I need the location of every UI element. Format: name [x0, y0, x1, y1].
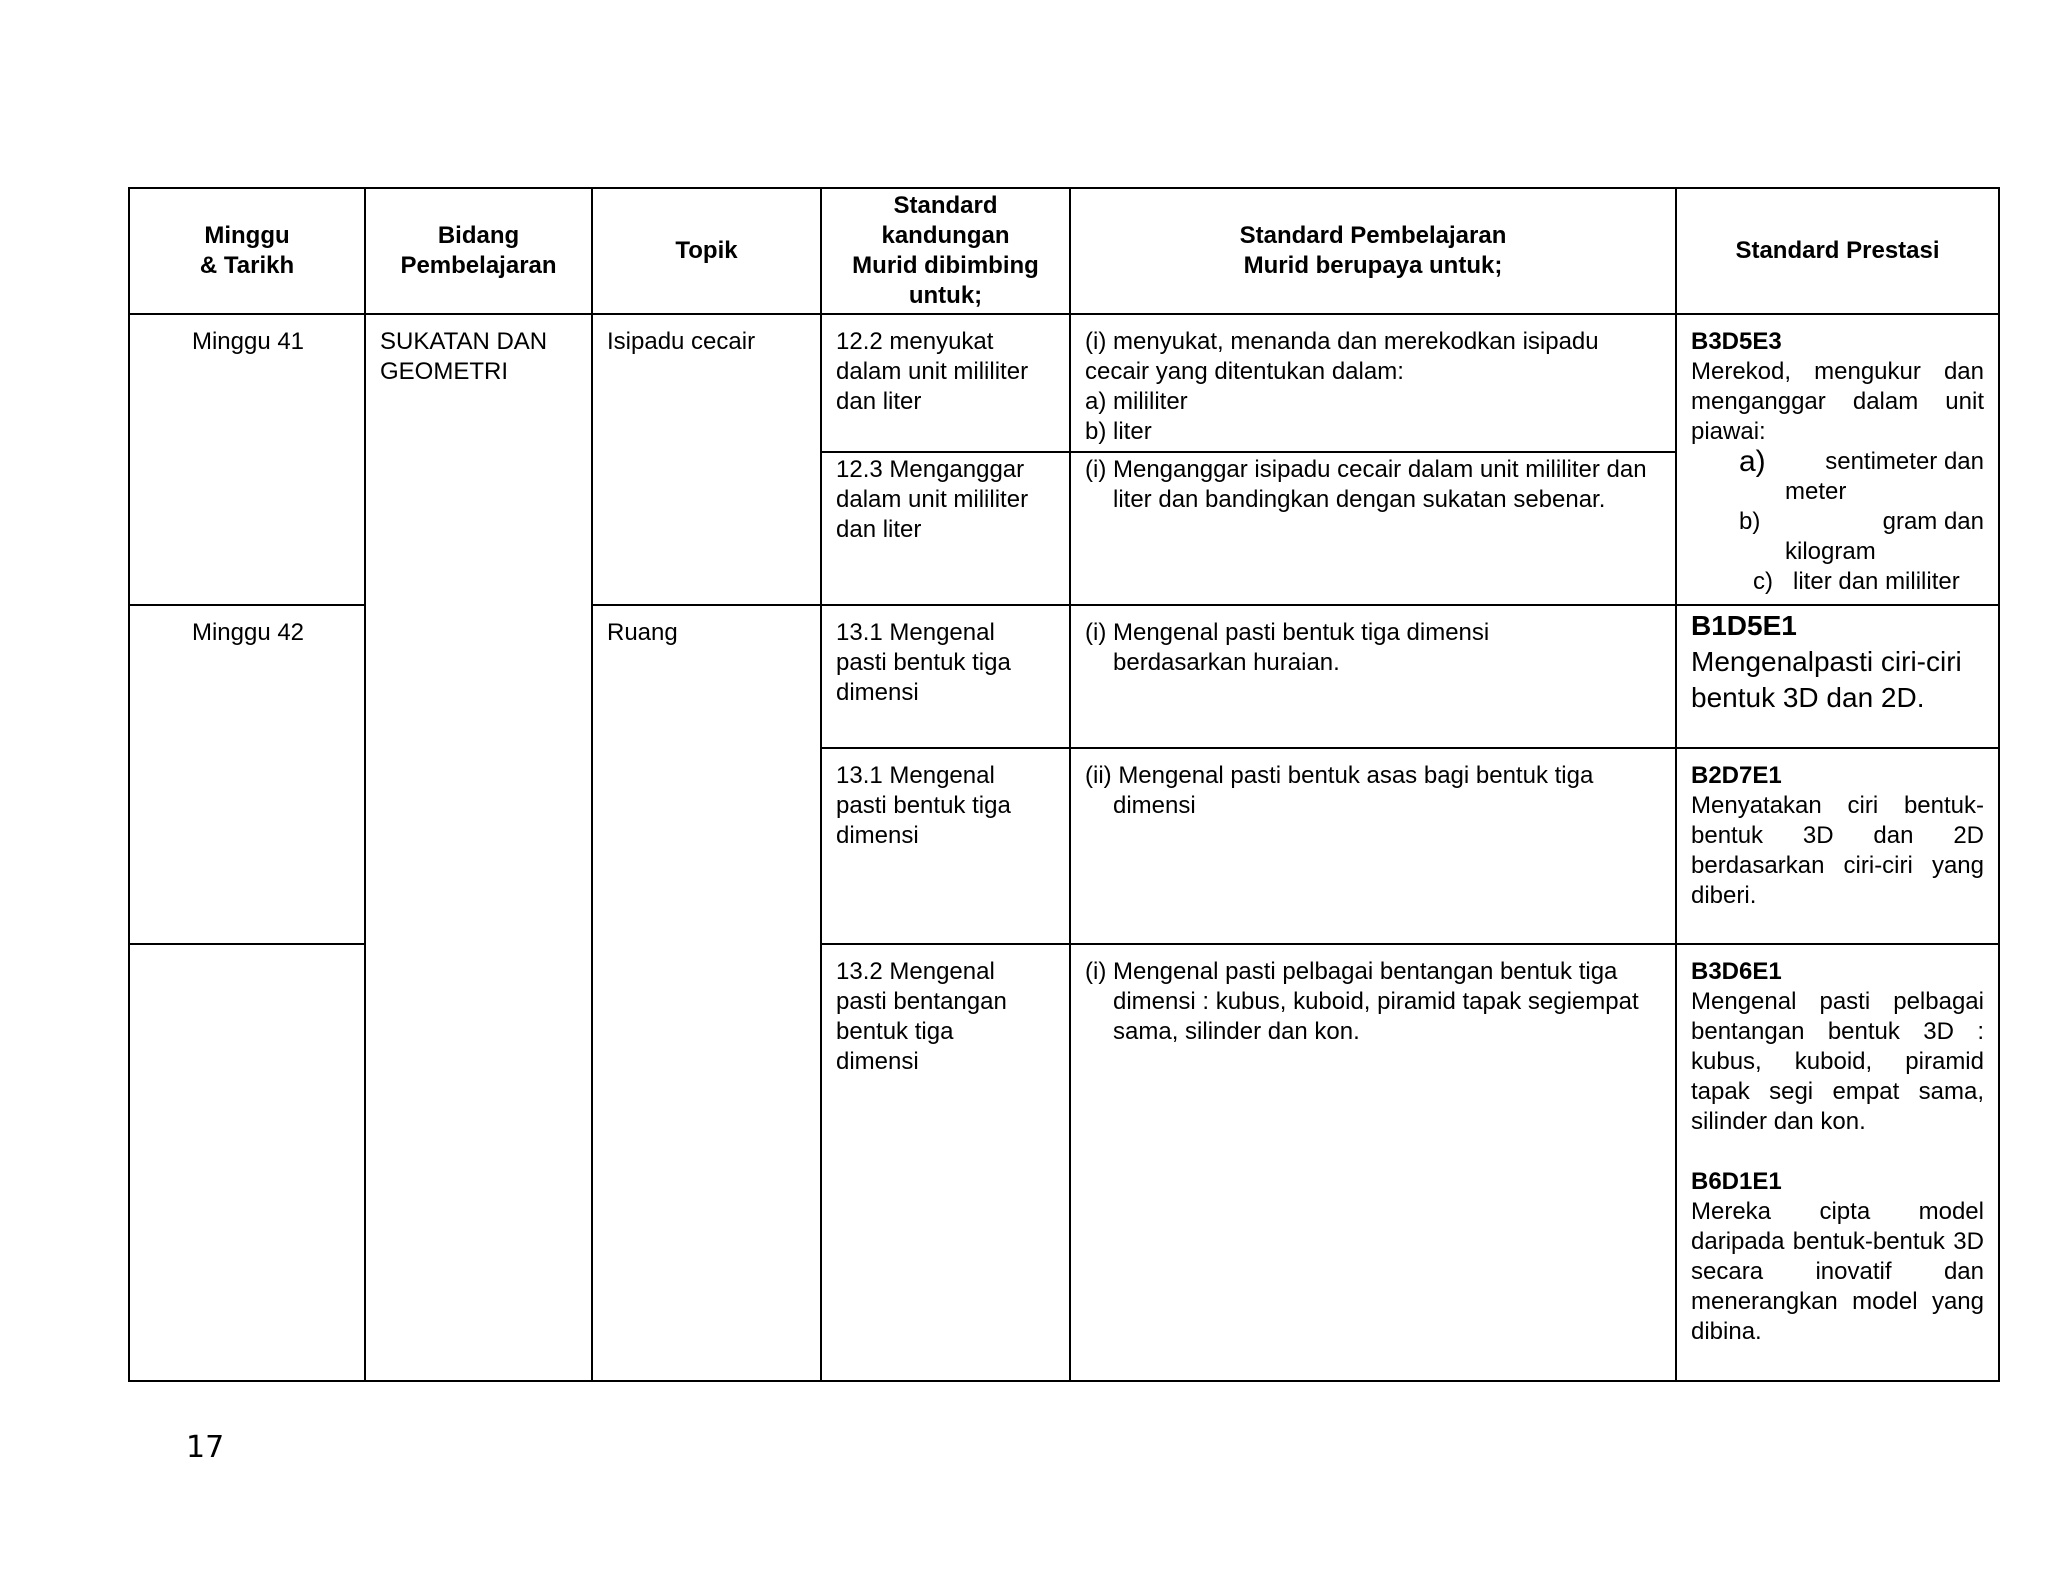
- content-standard-cell: 13.2 Mengenal pasti bentangan bentuk tiga dimensi: [821, 944, 1070, 1381]
- learning-text: (i) Menganggar isipadu cecair dalam unit mililiter dan liter dan bandingkan dengan sukatan sebenar.: [1085, 456, 1647, 513]
- header-learning-standard: Standard Pembelajaran Murid berupaya untuk;: [1070, 188, 1676, 314]
- header-week: Minggu & Tarikh: [129, 188, 365, 314]
- performance-code: B1D5E1: [1691, 610, 1797, 641]
- header-content-standard: Standard kandungan Murid dibimbing untuk;: [821, 188, 1070, 314]
- header-row: [129, 188, 1999, 314]
- content-standard-cell: 12.3 Menganggar dalam unit mililiter dan liter: [821, 452, 1070, 605]
- week-empty-cell: [129, 944, 365, 1381]
- list-item: [1691, 507, 1984, 537]
- content-standard-cell: 13.1 Mengenal pasti bentuk tiga dimensi: [821, 605, 1070, 748]
- performance-standard-cell: [1676, 748, 1999, 944]
- list-text: gram dan: [1882, 508, 1984, 535]
- topic-liquid-volume-cell: Isipadu cecair: [592, 314, 821, 605]
- performance-text: Mengenal pasti pelbagai bentangan bentuk 3D : kubus, kuboid, piramid tapak segi empat sama, silinder dan kon.: [1691, 988, 1984, 1135]
- header-performance-standard: Standard Prestasi: [1676, 188, 1999, 314]
- list-label: c): [1753, 568, 1773, 595]
- list-text: liter dan mililiter: [1793, 568, 1960, 595]
- learning-text: (ii) Mengenal pasti bentuk asas bagi bentuk tiga dimensi: [1085, 762, 1594, 819]
- performance-code: B3D6E1: [1691, 958, 1782, 985]
- list-text-cont: meter: [1785, 478, 1847, 505]
- learning-text: (i) Mengenal pasti pelbagai bentangan bentuk tiga dimensi : kubus, kuboid, piramid tapak segiempat sama, silinder dan kon.: [1085, 958, 1639, 1045]
- table-row: [129, 314, 1999, 452]
- learning-text: (i) Mengenal pasti bentuk tiga dimensi berdasarkan huraian.: [1085, 619, 1490, 676]
- list-text-cont: kilogram: [1785, 538, 1876, 565]
- week-42-cell: Minggu 42: [129, 605, 365, 944]
- topic-space-cell: Ruang: [592, 605, 821, 1381]
- performance-code: B3D5E3: [1691, 328, 1782, 355]
- learning-standard-cell: (i) menyukat, menanda dan merekodkan isipadu cecair yang ditentukan dalam: a) mililiter b) liter: [1070, 314, 1676, 452]
- performance-text: Mengenalpasti ciri-ciri bentuk 3D dan 2D.: [1691, 646, 1962, 713]
- performance-text: Menyatakan ciri bentuk-bentuk 3D dan 2D berdasarkan ciri-ciri yang diberi.: [1691, 792, 1984, 909]
- list-label: a): [1739, 445, 1766, 478]
- lesson-plan-table: [128, 187, 2000, 1382]
- content-standard-cell: 13.1 Mengenal pasti bentuk tiga dimensi: [821, 748, 1070, 944]
- learning-area-cell: SUKATAN DAN GEOMETRI: [365, 314, 592, 1381]
- list-item: [1691, 447, 1984, 477]
- performance-standard-cell: [1676, 944, 1999, 1381]
- learning-standard-cell: [1070, 748, 1676, 944]
- list-item: [1691, 567, 1984, 597]
- page-number: 17: [186, 1430, 225, 1465]
- header-learning-area: Bidang Pembelajaran: [365, 188, 592, 314]
- performance-standard-cell: [1676, 605, 1999, 748]
- performance-code: B2D7E1: [1691, 762, 1782, 789]
- learning-standard-cell: [1070, 944, 1676, 1381]
- performance-code: B6D1E1: [1691, 1168, 1782, 1195]
- list-label: b): [1739, 508, 1761, 535]
- list-text: sentimeter dan: [1825, 448, 1984, 475]
- learning-standard-cell: [1070, 452, 1676, 605]
- learning-standard-cell: [1070, 605, 1676, 748]
- spacer: [1691, 1137, 1984, 1167]
- performance-text: Mereka cipta model daripada bentuk-bentuk 3D secara inovatif dan menerangkan model yang dibina.: [1691, 1198, 1984, 1345]
- week-41-cell: Minggu 41: [129, 314, 365, 605]
- header-topic: Topik: [592, 188, 821, 314]
- content-standard-cell: 12.2 menyukat dalam unit mililiter dan liter: [821, 314, 1070, 452]
- performance-standard-cell: [1676, 314, 1999, 605]
- performance-text: Merekod, mengukur dan menganggar dalam unit piawai:: [1691, 358, 1984, 445]
